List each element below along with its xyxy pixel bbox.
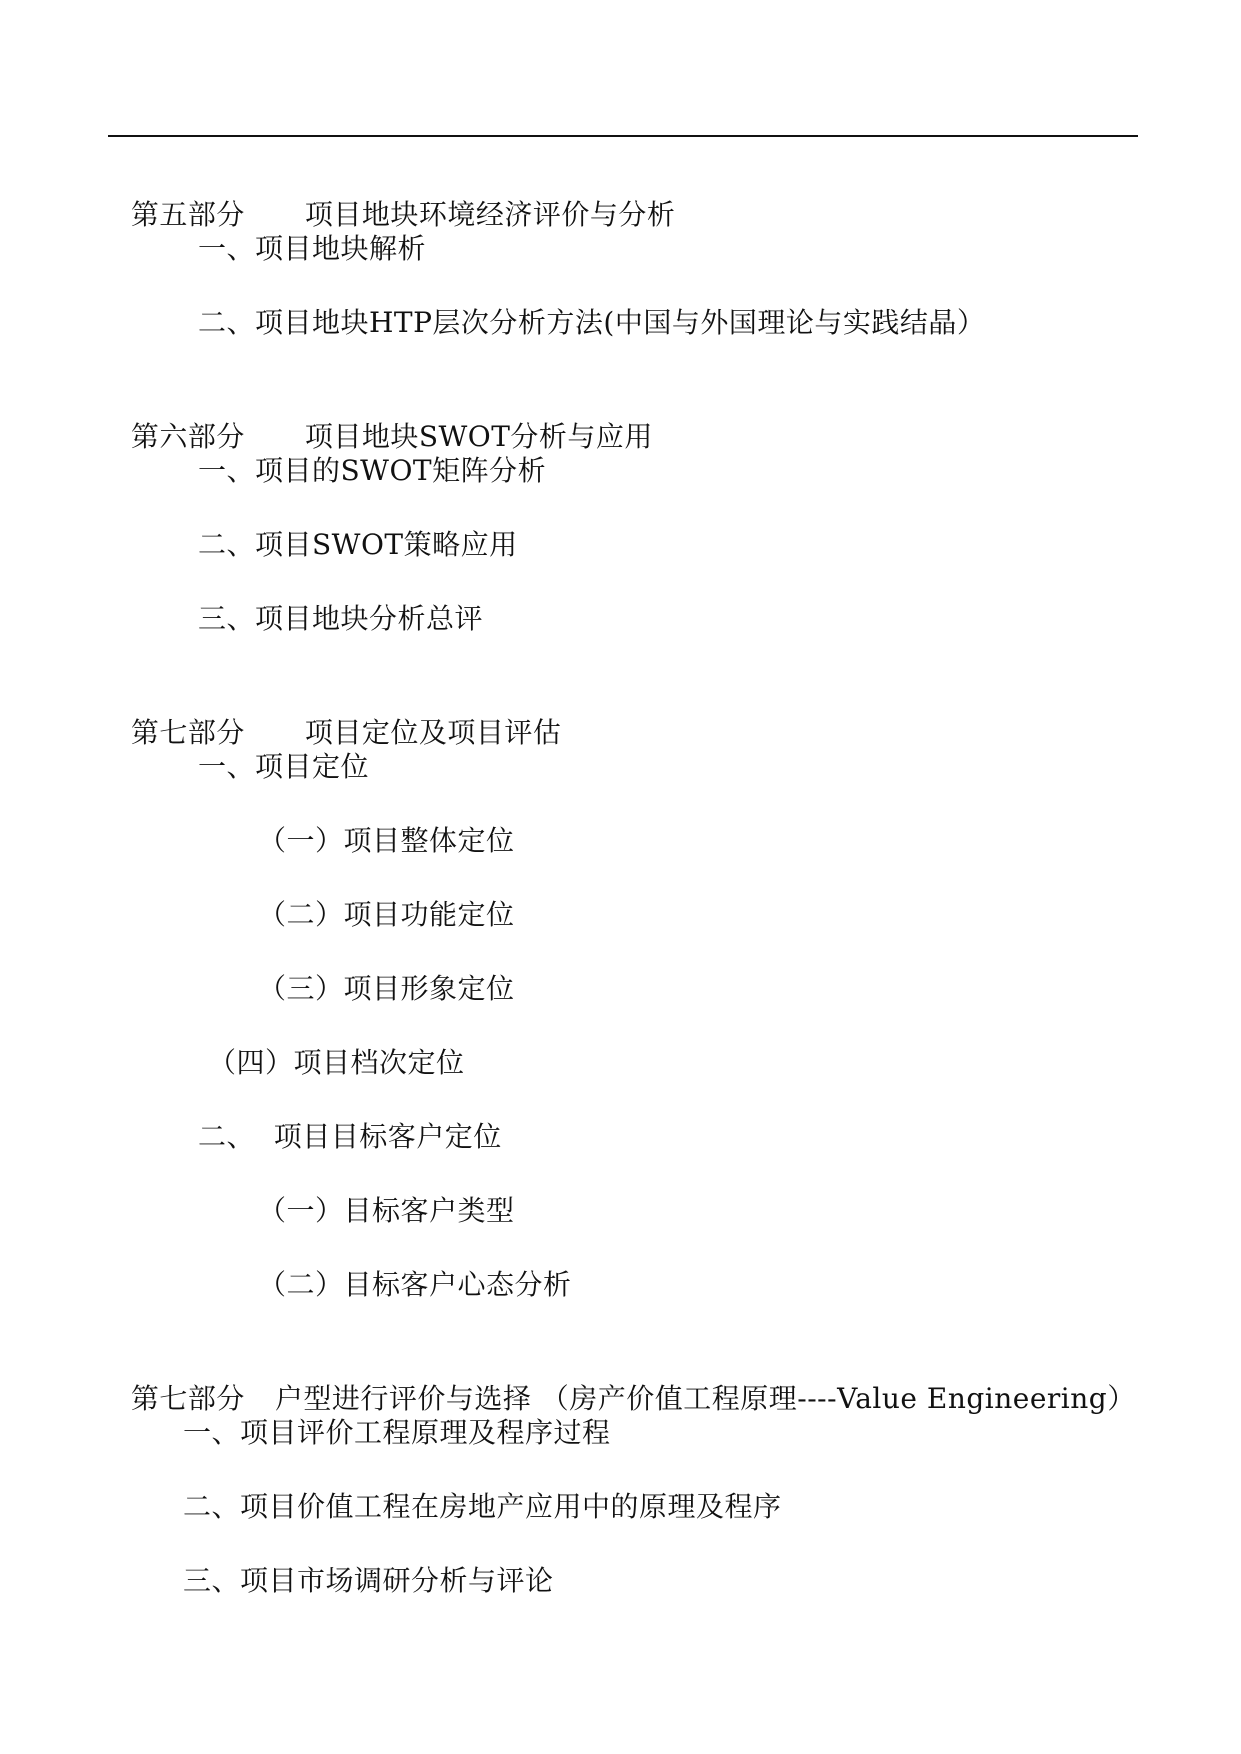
- section-item: 二、项目价值工程在房地产应用中的原理及程序: [183, 1490, 782, 1523]
- subsection-item: （四）项目档次定位: [208, 1046, 465, 1079]
- section-item: 二、项目地块HTP层次分析方法(中国与外国理论与实践结晶）: [198, 306, 986, 339]
- section-item: 一、项目评价工程原理及程序过程: [183, 1416, 611, 1449]
- section-item: 三、项目市场调研分析与评论: [183, 1564, 554, 1597]
- part-title: 项目定位及项目评估: [304, 716, 562, 749]
- part-title: 户型进行评价与选择 （房产价值工程原理----Value Engineering）: [274, 1382, 1136, 1415]
- part-label: 第七部分: [130, 716, 245, 749]
- part-label: 第五部分: [130, 198, 245, 231]
- subsection-item: （三）项目形象定位: [258, 972, 515, 1005]
- part-heading: [112, 377, 653, 453]
- part-title: 项目地块SWOT分析与应用: [304, 420, 653, 453]
- section-item: 二、 项目目标客户定位: [198, 1120, 502, 1153]
- subsection-item: （一）目标客户类型: [258, 1194, 515, 1227]
- subsection-item: （一）项目整体定位: [258, 824, 515, 857]
- part-heading: [112, 1339, 1136, 1415]
- part-label: 第七部分: [130, 1382, 245, 1415]
- section-item: 一、项目地块解析: [198, 232, 427, 265]
- section-item: 三、项目地块分析总评: [198, 602, 484, 635]
- section-item: 一、项目定位: [198, 750, 370, 783]
- subsection-item: （二）项目功能定位: [258, 898, 515, 931]
- part-label: 第六部分: [130, 420, 245, 453]
- header-rule: [108, 135, 1138, 137]
- part-title: 项目地块环境经济评价与分析: [304, 198, 676, 231]
- section-item: 二、项目SWOT策略应用: [198, 528, 518, 561]
- section-item: 一、项目的SWOT矩阵分析: [198, 454, 547, 487]
- part-heading: [112, 673, 562, 749]
- subsection-item: （二）目标客户心态分析: [258, 1268, 572, 1301]
- part-heading: [112, 155, 676, 231]
